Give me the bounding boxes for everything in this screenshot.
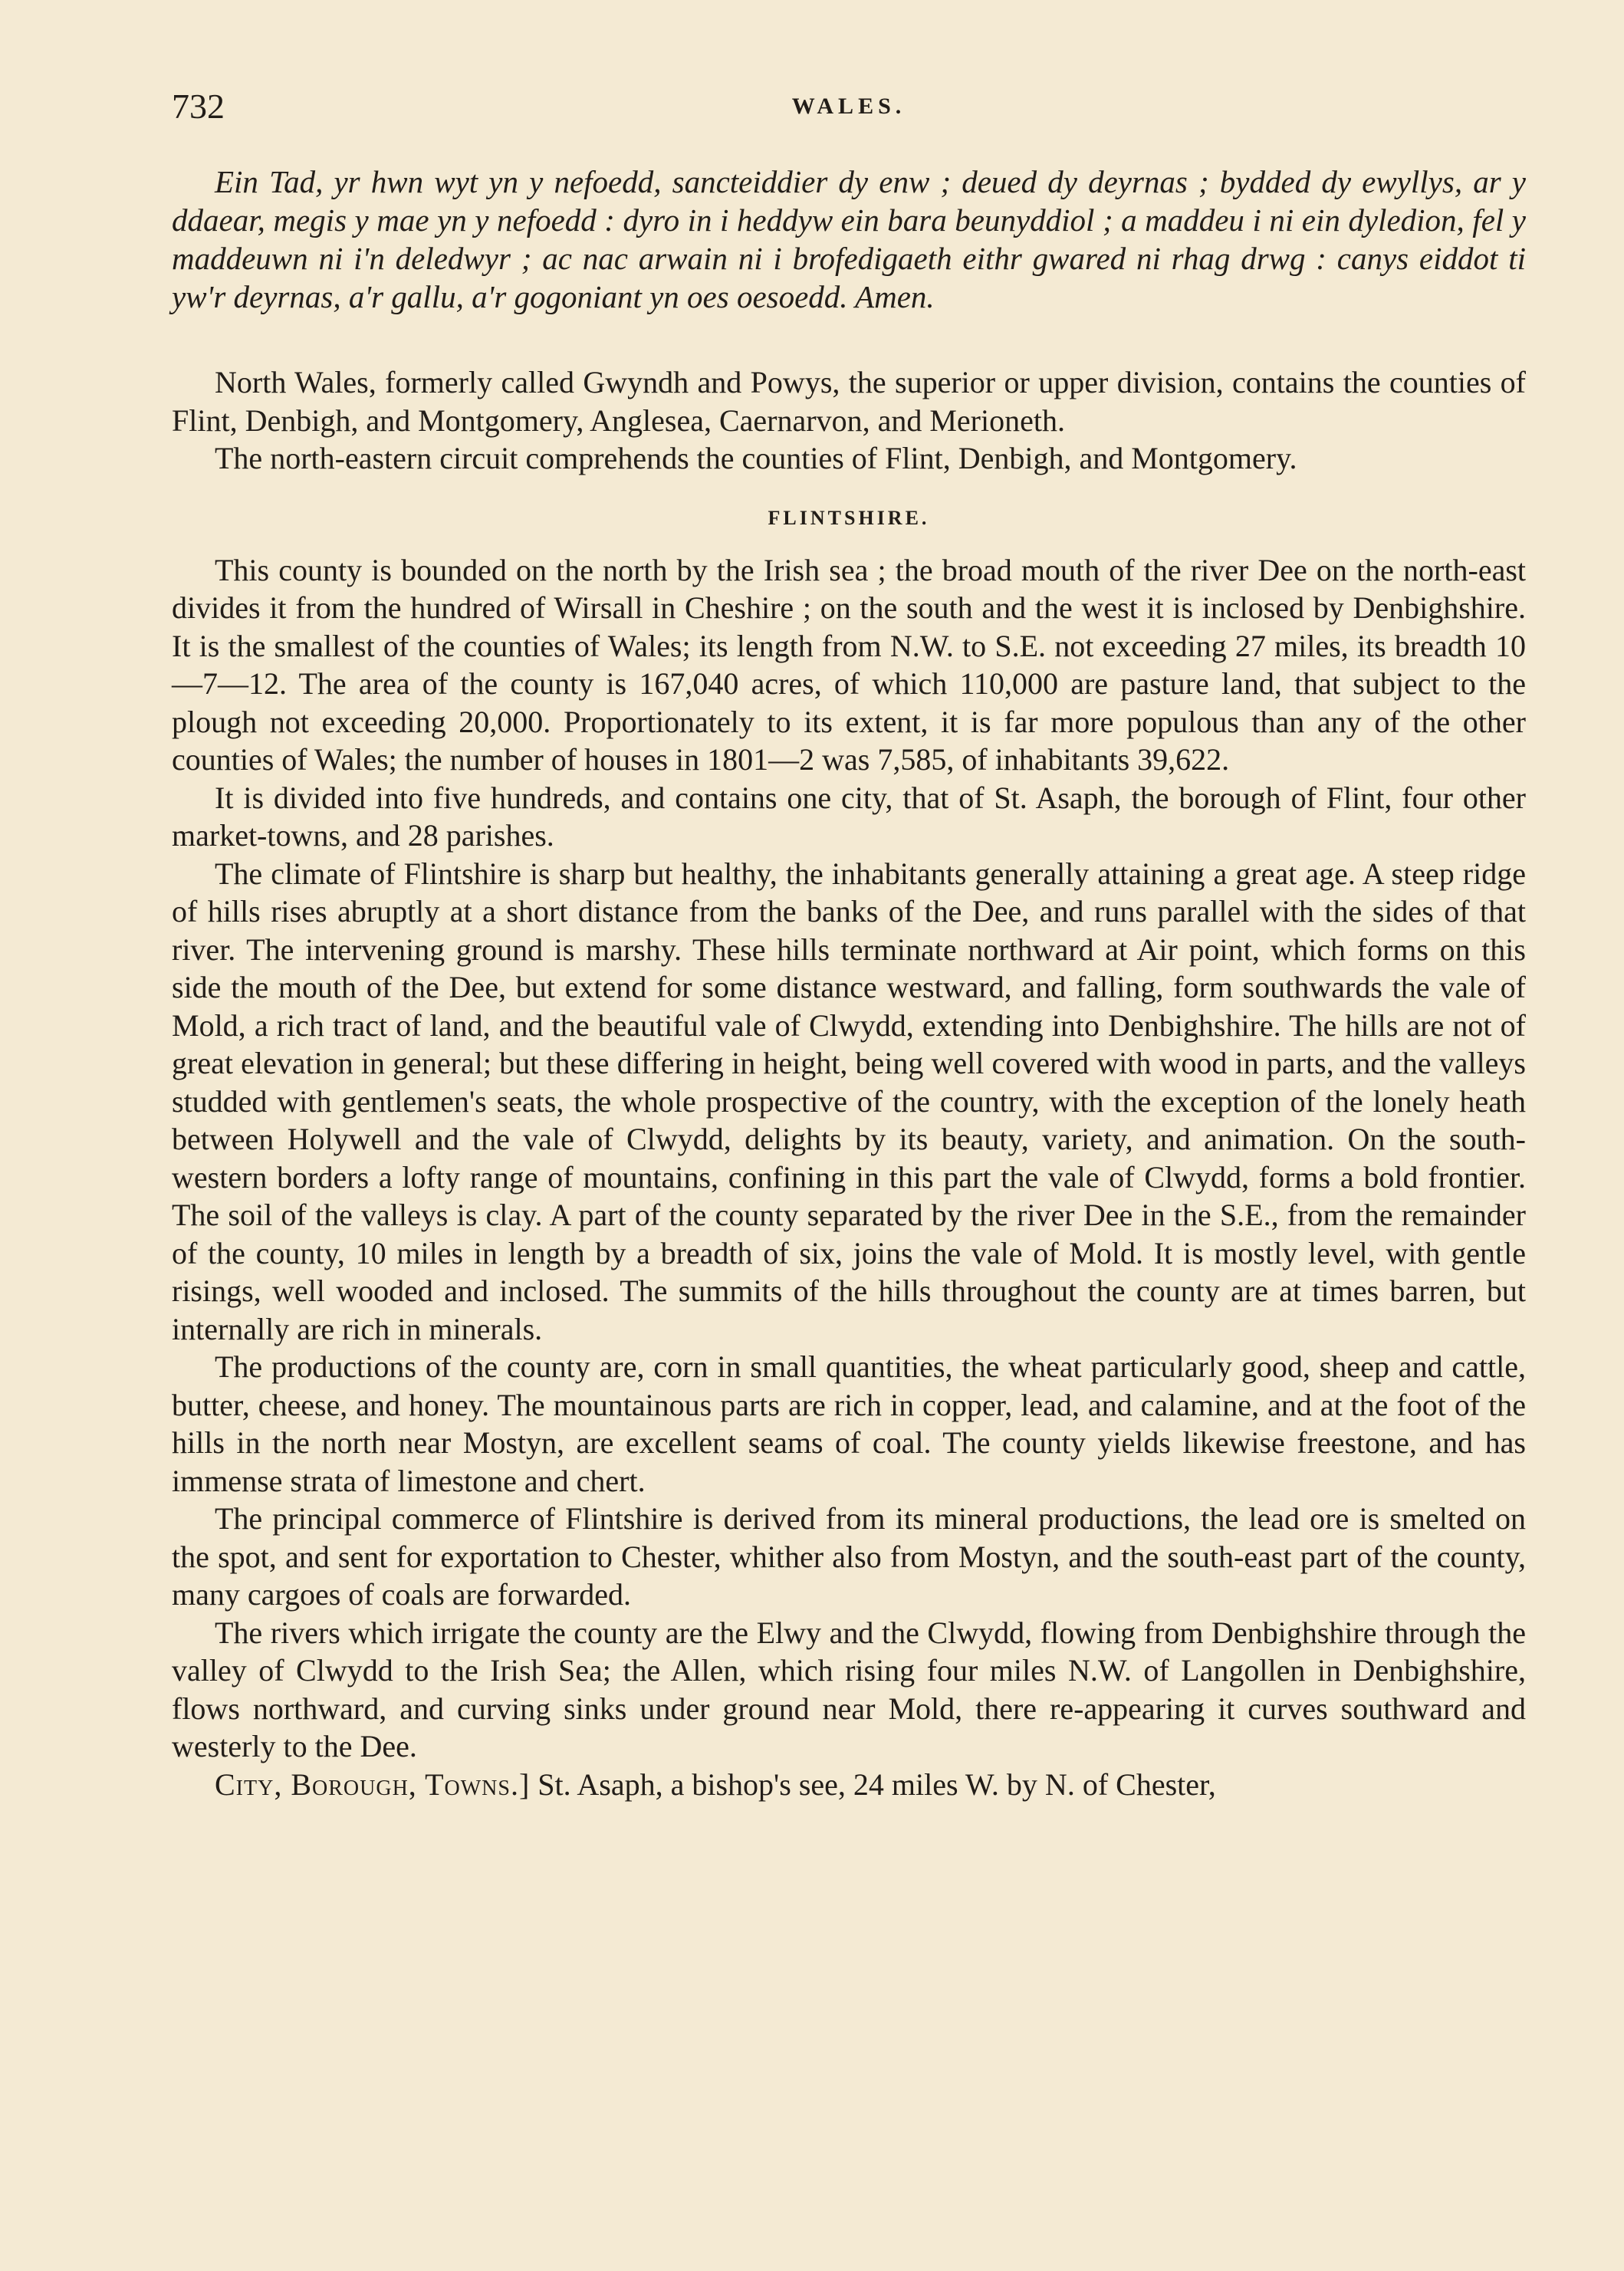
body-paragraph: The principal commerce of Flintshire is derived from its mineral productions, the lead ore is smelted on the spot, and sent for exportation to Chester, whither also from Mostyn, and the south-east part of the county, many cargoes of coals are forwarded. [172,1501,1526,1612]
welsh-lords-prayer: Ein Tad, yr hwn wyt yn y nefoedd, sancteiddier dy enw ; deued dy deyrnas ; bydded dy ewyllys, ar y ddaear, megis y mae yn y nefoedd : dyro in i heddyw ein bara beunyddiol ; a maddeu i ni ein dyledion, fel y maddeuwn ni i'n deledwyr ; ac nac arwain ni i brofedigaeth eithr gwared ni rhag drwg : canys eiddot ti yw'r deyrnas, a'r gallu, a'r gogoniant yn oes oesoedd. Amen. [172,164,1526,314]
running-head: WALES. [791,94,906,119]
body-paragraph: The productions of the county are, corn in small quantities, the wheat particularly good, sheep and cattle, butter, cheese, and honey. The mountainous parts are rich in copper, lead, and calamine, and at the foot of the hills in the north near Mostyn, are excellent seams of coal. The county yields likewise freestone, and has immense strata of limestone and chert. [172,1349,1526,1498]
final-line [172,1766,1526,1804]
body-paragraph: It is divided into five hundreds, and contains one city, that of St. Asaph, the borough of Flint, four other market-towns, and 28 parishes. [172,780,1526,853]
section-heading: FLINTSHIRE. [768,506,930,529]
page-number: 732 [172,87,225,126]
entry-text: St. Asaph, a bishop's see, 24 miles W. by N. of Chester, [537,1767,1216,1802]
body-paragraph: The climate of Flintshire is sharp but healthy, the inhabitants generally attaining a great age. A steep ridge of hills rises abruptly at a short distance from the banks of the Dee, and runs parallel with the sides of that river. The intervening ground is marshy. These hills terminate northward at Air point, which forms on this side the mouth of the Dee, but extend for some distance westward, and falling, form southwards the vale of Mold, a rich tract of land, and the beautiful vale of Clwydd, extending into Denbighshire. The hills are not of great elevation in general; but these differing in height, being well covered with wood in parts, and the valleys studded with gentlemen's seats, the whole prospective of the country, with the exception of the lonely heath between Holywell and the vale of Clwydd, delights by its beauty, variety, and animation. On the south-western borders a lofty range of mountains, confining in this part the vale of Clwydd, forms a bold frontier. The soil of the valleys is clay. A part of the county separated by the river Dee in the S.E., from the remainder of the county, 10 miles in length by a breadth of six, joins the vale of Mold. It is mostly level, with gentle risings, well wooded and inclosed. The summits of the hills throughout the county are at times barren, but internally are rich in minerals. [172,856,1526,1346]
body-paragraph: This county is bounded on the north by the Irish sea ; the broad mouth of the river Dee on the north-east divides it from the hundred of Wirsall in Cheshire ; on the south and the west it is inclosed by Denbighshire. It is the smallest of the counties of Wales; its length from N.W. to S.E. not exceeding 27 miles, its breadth 10—7—12. The area of the county is 167,040 acres, of which 110,000 are pasture land, that subject to the plough not exceeding 20,000. Proportionately to its extent, it is far more populous than any of the other counties of Wales; the number of houses in 1801—2 was 7,585, of inhabitants 39,622. [172,552,1526,777]
page-header [172,86,1526,132]
intro-paragraph: North Wales, formerly called Gwyndh and Powys, the superior or upper division, contains the counties of Flint, Denbigh, and Montgomery, Anglesea, Caernarvon, and Merioneth. [172,365,1526,438]
entry-label: City, Borough, Towns.] [215,1767,531,1802]
body-paragraph: The rivers which irrigate the county are the Elwy and the Clwydd, flowing from Denbighshire through the valley of Clwydd to the Irish Sea; the Allen, which rising four miles N.W. of Langollen in Denbighshire, flows northward, and curving sinks under ground near Mold, there re-appearing it curves southward and westerly to the Dee. [172,1615,1526,1763]
intro-paragraph: The north-eastern circuit comprehends the counties of Flint, Denbigh, and Montgomery. [215,441,1297,475]
